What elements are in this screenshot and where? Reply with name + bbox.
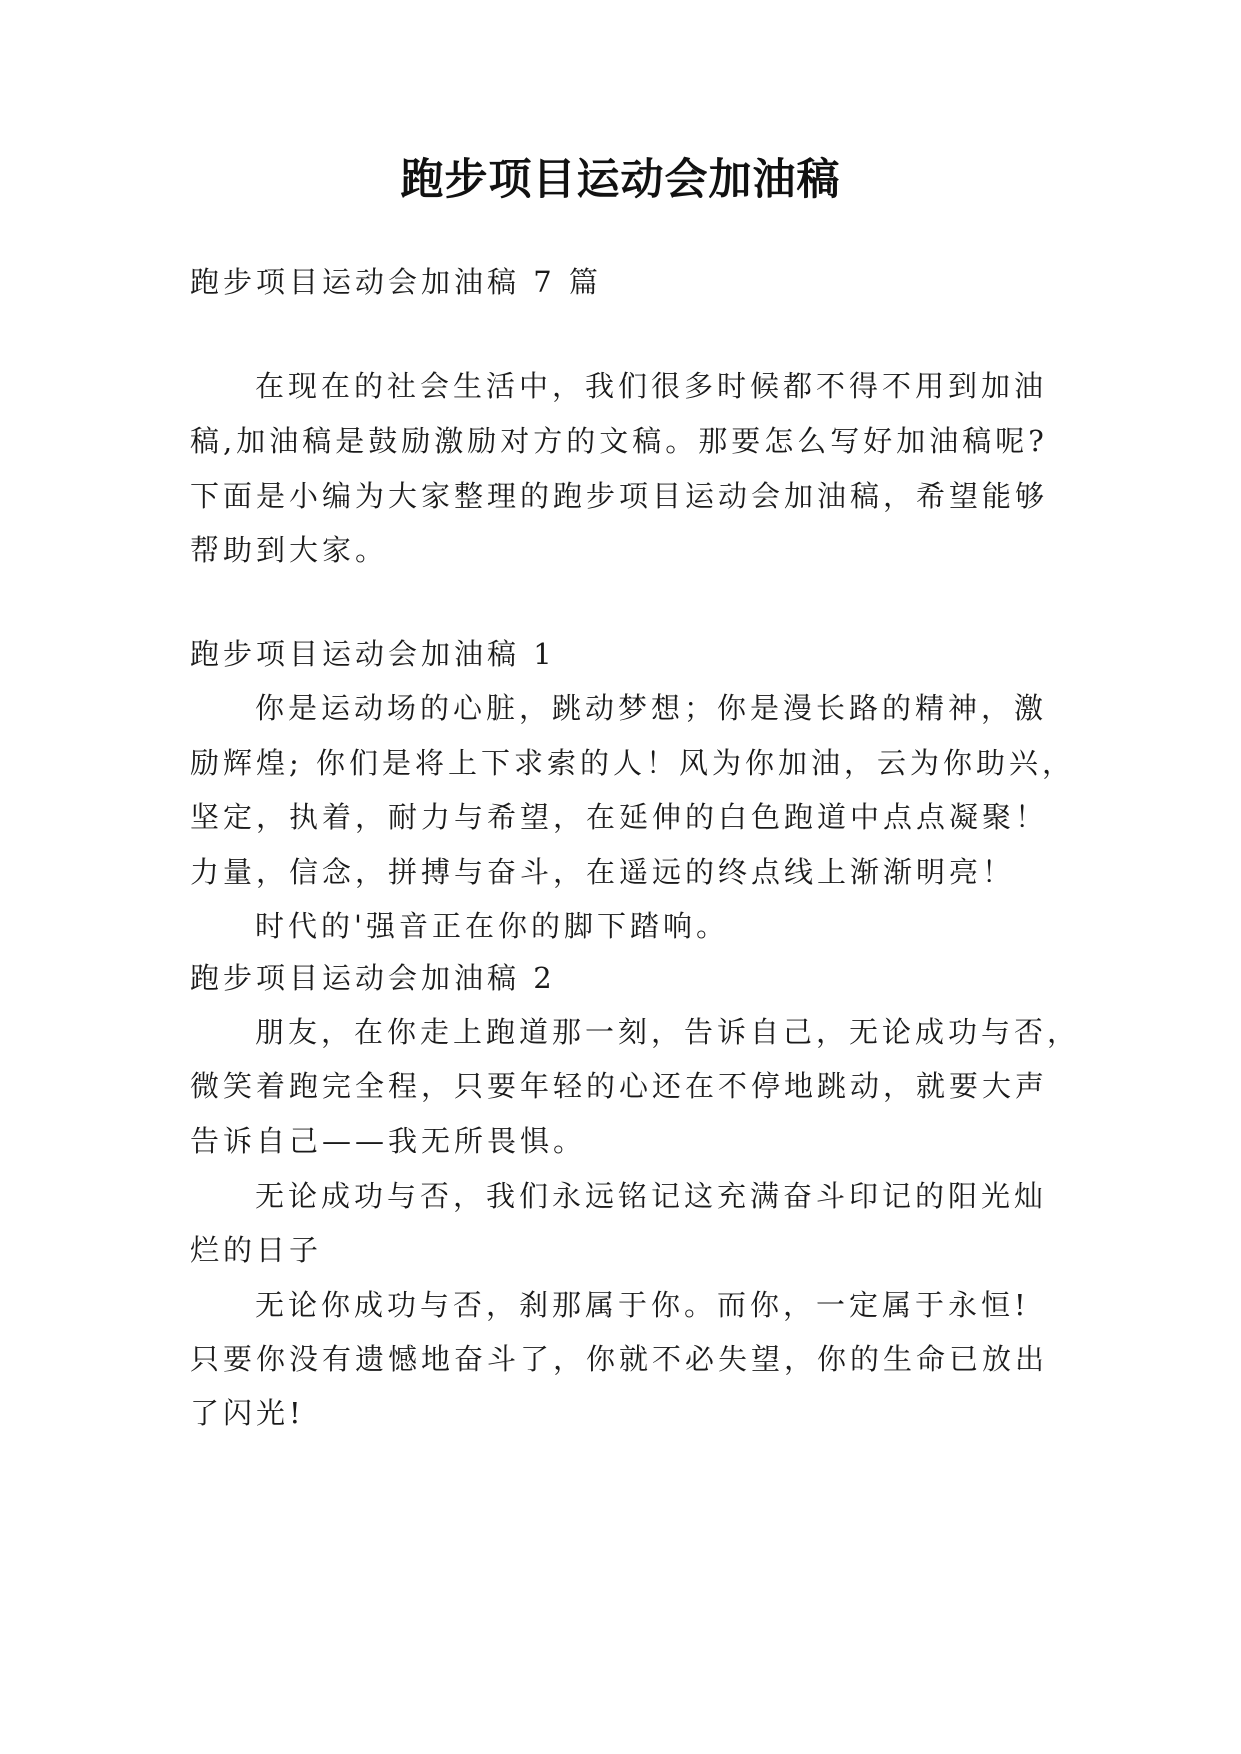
section-2-paragraph-line: 微笑着跑完全程，只要年轻的心还在不停地跳动，就要大声 (190, 1069, 1049, 1103)
intro-paragraph-line: 帮助到大家。 (190, 533, 389, 567)
section-1-paragraph-line: 励辉煌; 你们是将上下求索的人！风为你加油，云为你助兴， (190, 746, 1075, 780)
section-1-paragraph-line: 你是运动场的心脏，跳动梦想；你是漫长路的精神，激 (255, 691, 1048, 725)
section-2-paragraph-line: 无论成功与否，我们永远铭记这充满奋斗印记的阳光灿 (255, 1179, 1048, 1213)
section-2-paragraph-line: 只要你没有遗憾地奋斗了，你就不必失望，你的生命已放出 (190, 1342, 1049, 1376)
section-heading-1: 跑步项目运动会加油稿 1 (190, 637, 556, 671)
section-1-paragraph-line: 坚定，执着，耐力与希望，在延伸的白色跑道中点点凝聚！ (190, 800, 1049, 834)
section-2-paragraph-line: 了闪光! (190, 1396, 305, 1430)
document-title: 跑步项目运动会加油稿 (400, 155, 841, 205)
section-1-paragraph-line: 时代的'强音正在你的脚下踏响。 (255, 909, 729, 943)
document-subtitle: 跑步项目运动会加油稿 7 篇 (190, 265, 602, 299)
section-2-paragraph-line: 告诉自己——我无所畏惧。 (190, 1124, 587, 1158)
section-1-paragraph-line: 力量，信念，拼搏与奋斗，在遥远的终点线上渐渐明亮！ (190, 855, 1016, 889)
section-2-paragraph-line: 烂的日子 (190, 1233, 323, 1267)
section-2-paragraph-line: 无论你成功与否，刹那属于你。而你，一定属于永恒! (255, 1288, 1030, 1322)
section-heading-2: 跑步项目运动会加油稿 2 (190, 961, 556, 995)
section-2-paragraph-line: 朋友，在你走上跑道那一刻，告诉自己，无论成功与否， (255, 1015, 1081, 1049)
intro-paragraph-line: 在现在的社会生活中，我们很多时候都不得不用到加油 (255, 369, 1048, 403)
intro-paragraph-line: 下面是小编为大家整理的跑步项目运动会加油稿，希望能够 (190, 479, 1049, 513)
intro-paragraph-line: 稿,加油稿是鼓励激励对方的文稿。那要怎么写好加油稿呢? (190, 424, 1048, 458)
